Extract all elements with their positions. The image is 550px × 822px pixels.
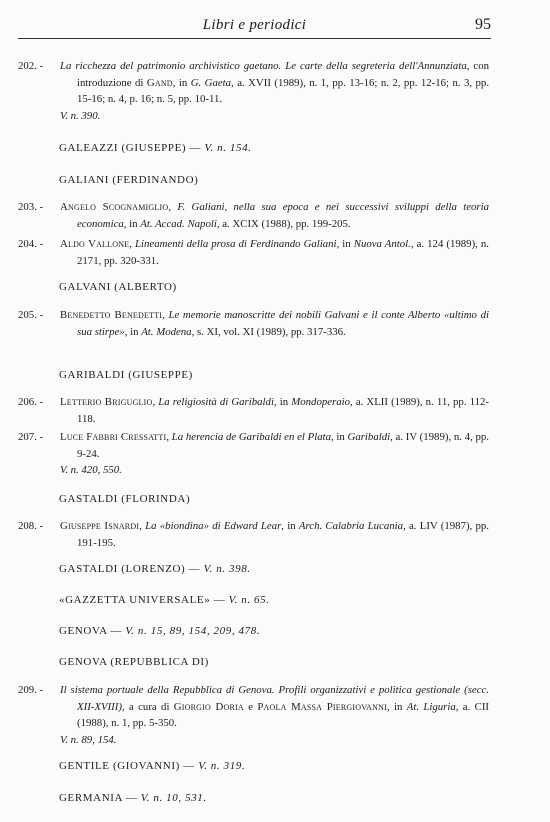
citation-text: GASTALDI (LORENZO) —: [59, 563, 204, 575]
italic-text: La herencia de Garibaldi en el Plata: [171, 431, 331, 443]
italic-text: At. Liguria: [406, 700, 456, 713]
author-name: Giorgio Doria: [173, 700, 244, 713]
italic-text: V. n. 398.: [203, 563, 251, 575]
italic-text: Il sistema portuale della Repubblica di Genova. Profili organizzativi e politica gestionale (secc. XII-XVIII): [60, 684, 489, 713]
citation-text: , in: [331, 431, 348, 443]
italic-text: G. Gaeta: [190, 76, 232, 89]
citation-text: GENTILE (GIOVANNI) —: [59, 760, 199, 772]
bibliography-entry: [18, 518, 489, 551]
entry-number: 206. -: [18, 396, 44, 408]
citation-text: , in: [124, 325, 142, 338]
index-heading: [59, 369, 193, 381]
italic-text: Garibaldi: [347, 431, 391, 443]
entry-number: 205. -: [18, 309, 44, 321]
bibliography-entry: [18, 429, 489, 479]
italic-text: F. Galiani, nella sua epoca e nei successivi sviluppi della teoria economica: [77, 201, 489, 230]
citation-text: GENOVA (REPUBBLICA DI): [59, 656, 209, 668]
author-name: Luce Fabbri Cressatti: [60, 431, 167, 443]
italic-text: V. n. 319.: [198, 760, 246, 772]
italic-text: Nuova Antol.: [353, 238, 411, 250]
citation-text: , a cura di: [121, 700, 174, 713]
citation-text: , a. XVII (1989), n. 1, pp. 13-16; n. 2, pp. 12-16; n. 3, pp. 15-16; n. 4, p. 16; n. 5, pp. 10-11.: [77, 76, 490, 106]
entry-body: [60, 394, 489, 427]
italic-text: Lineamenti della prosa di Ferdinando Galiani: [135, 238, 337, 250]
entry-body: [60, 307, 489, 340]
index-heading: [59, 594, 270, 606]
author-name: Giuseppe Isnardi: [60, 520, 140, 532]
entry-number: 209. -: [18, 684, 44, 696]
citation-text: GALVANI (ALBERTO): [59, 281, 177, 293]
bibliography-entry: [18, 394, 489, 427]
citation-text: GARIBALDI (GIUSEPPE): [59, 369, 193, 381]
index-heading: [59, 792, 207, 804]
italic-text: Mondoperaio: [291, 396, 351, 408]
author-name: Gand: [146, 76, 173, 89]
citation-text: «GAZZETTA UNIVERSALE» —: [59, 594, 229, 606]
italic-text: V. n. 65.: [228, 594, 270, 606]
citation-text: GERMANIA —: [59, 792, 141, 804]
running-header: [18, 16, 491, 39]
entry-citation: [60, 307, 489, 340]
bibliography-entry: [18, 236, 489, 269]
citation-text: ,: [152, 396, 159, 408]
entry-number: 204. -: [18, 238, 44, 250]
italic-text: V. n. 15, 89, 154, 209, 478.: [125, 625, 261, 637]
citation-text: , a. CII (1988), n. 1, pp. 5-350.: [77, 700, 490, 730]
author-name: Letterio Briguglio: [60, 396, 153, 408]
entry-citation: [60, 518, 490, 551]
entry-number: 208. -: [18, 520, 44, 532]
see-also: V. n. 89, 154.: [60, 733, 117, 746]
citation-text: ,: [139, 520, 146, 532]
citation-text: ,: [168, 201, 178, 213]
entry-citation: [60, 682, 490, 732]
author-name: Angelo Scognamiglio: [60, 201, 169, 213]
italic-text: V. n. 10, 531.: [140, 792, 207, 804]
index-heading: [59, 142, 252, 154]
entry-citation: [60, 429, 489, 462]
citation-text: , a. 124 (1989), n. 2171, pp. 320-331.: [77, 238, 489, 267]
citation-text: , in: [172, 76, 191, 89]
entry-body: [60, 58, 489, 124]
entry-number: 207. -: [18, 431, 44, 443]
entry-body: [60, 199, 489, 232]
entry-body: [60, 682, 489, 748]
entry-citation: [60, 236, 489, 269]
running-title: Libri e periodici: [202, 17, 307, 33]
index-heading: [59, 174, 198, 186]
bibliography-entry: [18, 199, 489, 232]
italic-text: At. Accad. Napoli: [140, 217, 217, 230]
author-name: Paola Massa Piergiovanni: [257, 700, 387, 713]
citation-text: GALIANI (FERDINANDO): [59, 174, 199, 186]
italic-text: At. Modena: [141, 325, 192, 338]
see-also: V. n. 390.: [60, 109, 101, 122]
italic-text: V. n. 154.: [204, 142, 252, 154]
index-heading: [59, 625, 260, 637]
entry-citation: [60, 58, 490, 108]
citation-text: , in: [123, 217, 141, 230]
citation-text: , in: [273, 396, 292, 408]
citation-text: , a. XLII (1989), n. 11, pp. 112-118.: [77, 396, 490, 425]
entry-citation: [60, 199, 489, 232]
italic-text: La «biondina» di Edward Lear: [145, 520, 282, 532]
bibliography-entry: [18, 307, 489, 340]
bibliography-entry: [18, 682, 489, 748]
bibliography-entry: [18, 58, 489, 124]
entry-citation: [60, 394, 490, 427]
citation-text: GENOVA —: [59, 625, 126, 637]
citation-text: , in: [336, 238, 354, 250]
see-also: V. n. 420, 550.: [60, 464, 122, 477]
citation-text: GALEAZZI (GIUSEPPE) —: [59, 142, 205, 154]
index-heading: [59, 493, 190, 505]
page-number: 95: [475, 16, 491, 33]
citation-text: , a. IV (1989), n. 4, pp. 9-24.: [77, 431, 489, 460]
citation-text: , a. LIV (1987), pp. 191-195.: [77, 520, 490, 549]
entry-body: [60, 518, 489, 551]
entry-number: 202. -: [18, 60, 44, 72]
author-name: Aldo Vallone: [60, 238, 130, 250]
citation-text: , con introduzione di: [77, 60, 489, 89]
citation-text: ,: [129, 238, 136, 250]
citation-text: ,: [166, 431, 172, 443]
citation-text: e: [243, 700, 258, 713]
citation-text: GASTALDI (FLORINDA): [59, 493, 191, 505]
italic-text: La religiosità di Garibaldi: [158, 396, 274, 408]
citation-text: , in: [281, 520, 299, 532]
entry-body: [60, 236, 489, 269]
index-heading: [59, 656, 209, 668]
italic-text: La ricchezza del patrimonio archivistico gaetano. Le carte della segreteria dell'Annunziata: [60, 60, 467, 72]
index-heading: [59, 281, 177, 293]
citation-text: , s. XI, vol. XI (1989), pp. 317-336.: [191, 325, 346, 338]
entry-body: [60, 429, 489, 479]
italic-text: Le memorie manoscritte dei nobili Galvani e il conte Alberto «ultimo di sua stirpe»: [77, 309, 489, 338]
index-heading: [59, 563, 251, 575]
index-heading: [59, 760, 245, 772]
citation-text: , in: [386, 700, 407, 713]
entry-number: 203. -: [18, 201, 44, 213]
author-name: Benedetto Benedetti: [60, 309, 163, 321]
citation-text: , a. XCIX (1988), pp. 199-205.: [216, 217, 351, 230]
citation-text: ,: [162, 309, 169, 321]
italic-text: Arch. Calabria Lucania: [298, 520, 404, 532]
